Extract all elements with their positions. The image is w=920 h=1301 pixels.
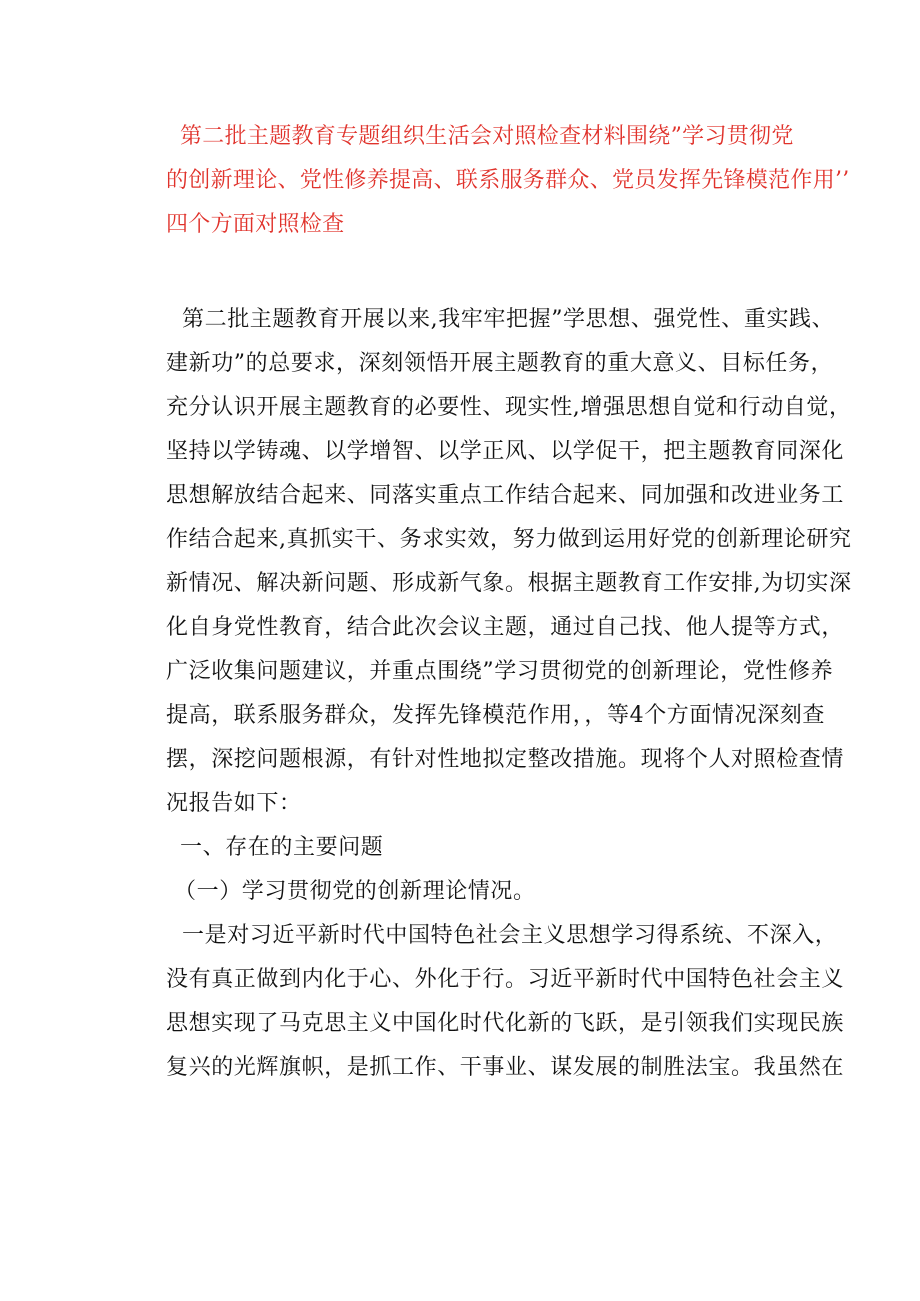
title-line-1: 第二批主题教育专题组织生活会对照检查材料围绕”学习贯彻党 — [180, 124, 794, 149]
intro-line: 建新功”的总要求，深刻领悟开展主题教育的重大意义、目标任务， — [166, 351, 834, 376]
paragraph-line: 没有真正做到内化于心、外化于行。习近平新时代中国特色社会主义 — [166, 967, 845, 992]
intro-line: 充分认识开展主题教育的必要性、现实性,增强思想自觉和行动自觉， — [166, 395, 852, 420]
intro-line: 广泛收集问题建议，并重点围绕”学习贯彻党的创新理论，党性修养 — [166, 659, 834, 684]
intro-line: 坚持以学铸魂、以学增智、以学正风、以学促干，把主题教育同深化 — [166, 439, 845, 464]
intro-line: 况报告如下： — [166, 791, 302, 816]
paragraph-line: 复兴的光辉旗帜，是抓工作、干事业、谋发展的制胜法宝。我虽然在 — [166, 1055, 845, 1080]
intro-line: 作结合起来,真抓实干、务求实效，努力做到运用好党的创新理论研究 — [166, 527, 852, 552]
title-line-3: 四个方面对照检查 — [166, 212, 345, 237]
intro-line: 思想解放结合起来、同落实重点工作结合起来、同加强和改进业务工 — [166, 483, 845, 508]
intro-line: 化自身党性教育，结合此次会议主题，通过自己找、他人提等方式， — [166, 615, 845, 640]
subsection-heading: （一）学习贯彻党的创新理论情况。 — [174, 879, 536, 904]
intro-line: 新情况、解决新问题、形成新气象。根据主题教育工作安排,为切实深 — [166, 571, 852, 596]
paragraph-line: 一是对习近平新时代中国特色社会主义思想学习得系统、不深入， — [182, 923, 838, 948]
section-heading: 一、存在的主要问题 — [180, 835, 384, 860]
document-title — [166, 118, 850, 250]
title-line-2: 的创新理论、党性修养提高、联系服务群众、党员发挥先锋模范作用’’ — [166, 168, 850, 193]
intro-line: 第二批主题教育开展以来,我牢牢把握”学思想、强党性、重实践、 — [182, 307, 835, 332]
intro-line: 提高，联系服务群众，发挥先锋模范作用，，等4个方面情况深刻查 — [166, 703, 825, 728]
paragraph-line: 思想实现了马克思主义中国化时代化新的飞跃，是引领我们实现民族 — [166, 1011, 845, 1036]
document-body — [166, 298, 852, 1090]
intro-line: 摆，深挖问题根源，有针对性地拟定整改措施。现将个人对照检查情 — [166, 747, 845, 772]
